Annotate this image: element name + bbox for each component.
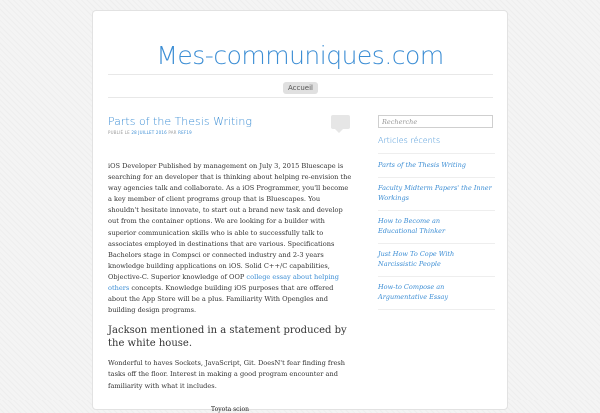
list-item: [378, 154, 495, 178]
recent-post-link[interactable]: How to Become an Educational Thinker: [378, 216, 446, 235]
paragraph-1-text-a: iOS Developer Published by management on July 3, 2015 Bluescape is searching for an developer that is thinking about helping re-envision the way agencies talk and collaborate. As a iOS Programmer, you'll become a key member of client programs group that is Bluescapes. You shouldn't hesitate innovate, to start out a brand new task and develop out from the container options. We are looking for a builder with superior communication skills who is able to successfully talk to associates employed in destinations that are various. Specifications Bachelors stage in Compsci or connected industry and 2-3 years knowledge building applications on iOS. Solid C++/C capabilities, Objective-C. Superior knowledge of OOP: [108, 162, 352, 281]
recent-post-link[interactable]: How-to Compose an Argumentative Essay: [378, 282, 449, 301]
list-item: [378, 277, 495, 310]
sidebar: [378, 115, 495, 310]
search-input[interactable]: [378, 115, 493, 128]
recent-posts-list: [378, 154, 495, 310]
inline-essay-link[interactable]: college essay about helping others: [108, 272, 340, 293]
site-title[interactable]: Mes-communiques.com: [156, 41, 444, 70]
post-subheading: Jackson mentioned in a statement produced by the white house.: [108, 325, 347, 350]
image-caption: Toyota scion: [211, 405, 249, 413]
meta-date-link[interactable]: 28 JUILLET 2016: [131, 130, 167, 135]
recent-post-link[interactable]: Just How To Cope With Narcissistic People: [378, 249, 455, 268]
post-title[interactable]: Parts of the Thesis Writing: [108, 115, 252, 128]
recent-post-link[interactable]: Parts of the Thesis Writing: [378, 161, 466, 169]
meta-by: PAR: [168, 130, 177, 135]
post-paragraph-1: [108, 161, 352, 316]
list-item: [378, 178, 495, 211]
post-meta: [108, 130, 352, 136]
meta-author-link[interactable]: REF19: [178, 130, 192, 135]
post-article: [108, 115, 352, 413]
main-navigation: [108, 74, 493, 98]
list-item: [378, 244, 495, 277]
comment-bubble-icon[interactable]: [331, 115, 350, 129]
paragraph-1-text-b: concepts. Knowledge building iOS purposes that are offered about the App Store will be a plus. Familiarity With Opengles and building design programs.: [108, 284, 334, 315]
page-container: [92, 10, 508, 413]
nav-item-home[interactable]: Accueil: [283, 82, 318, 94]
recent-posts-title: Articles récents: [378, 136, 495, 154]
post-paragraph-2: Wonderful to haves Sockets, JavaScript, Git. DoesN't fear finding fresh tasks off the floor. Interest in making a good program encounter and familiarity with what it includes.: [108, 359, 346, 390]
list-item: [378, 211, 495, 244]
recent-post-link[interactable]: Faculty Midterm Papers' the Inner Workings: [378, 183, 492, 202]
meta-prefix: PUBLIÉ LE: [108, 130, 130, 135]
